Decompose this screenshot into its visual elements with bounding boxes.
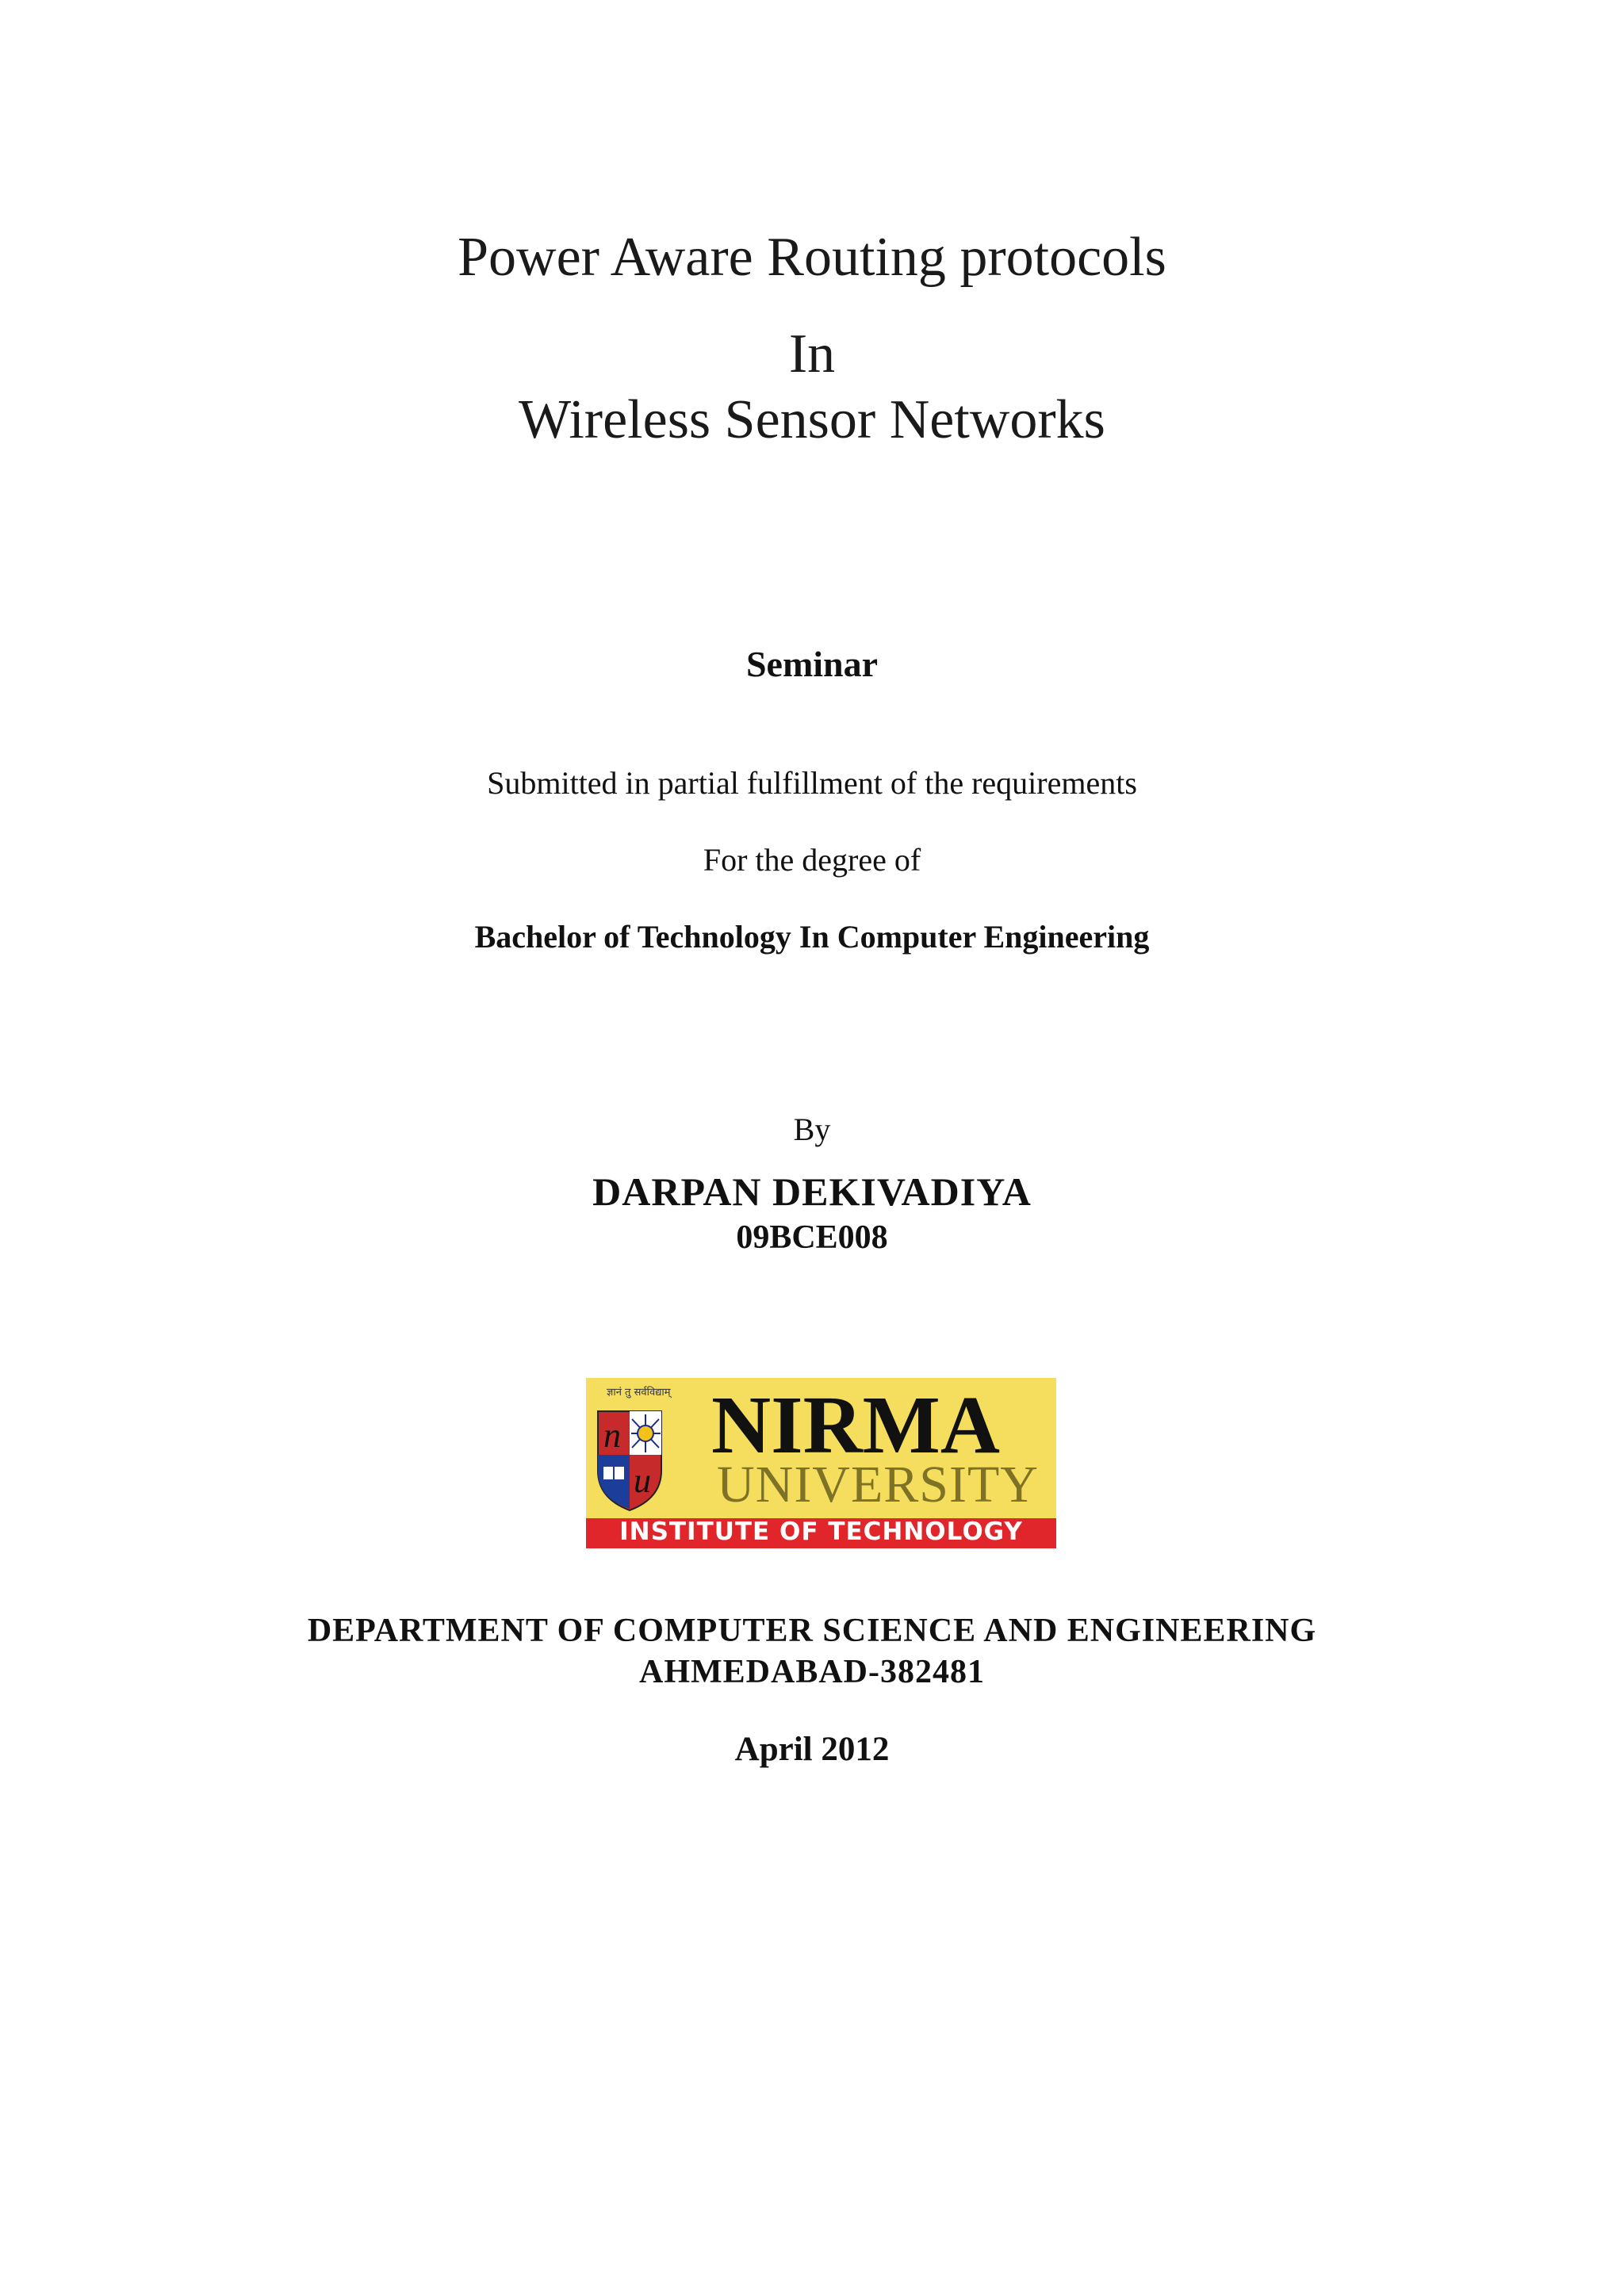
logo-motto: ज्ञानं तु सर्वविद्याम् [607,1387,671,1399]
title-line-3: Wireless Sensor Networks [519,389,1105,450]
logo-subtitle: UNIVERSITY [717,1456,1039,1513]
logo-band [586,1518,1056,1548]
degree-intro: For the degree of [703,842,921,878]
title-line-1: Power Aware Routing protocols [458,227,1166,288]
by-label: By [793,1112,831,1147]
shield-emblem-icon [594,1403,665,1514]
submission-statement: Submitted in partial fulfillment of the requirements [487,765,1137,801]
department-city: AHMEDABAD-382481 [639,1654,985,1690]
university-logo [586,1378,1056,1548]
degree-name: Bachelor of Technology In Computer Engineering [474,919,1150,955]
svg-text:u: u [634,1461,651,1500]
report-type: Seminar [745,644,879,684]
title-line-2: In [788,323,836,385]
author-name: DARPAN DEKIVADIYA [592,1169,1032,1214]
logo-name: NIRMA [711,1380,1000,1471]
submission-date: April 2012 [734,1731,890,1768]
roll-number: 09BCE008 [736,1219,888,1256]
logo-band-text: INSTITUTE OF TECHNOLOGY [619,1517,1023,1546]
department-name: DEPARTMENT OF COMPUTER SCIENCE AND ENGINEERING [307,1613,1317,1649]
svg-text:n: n [603,1416,621,1455]
